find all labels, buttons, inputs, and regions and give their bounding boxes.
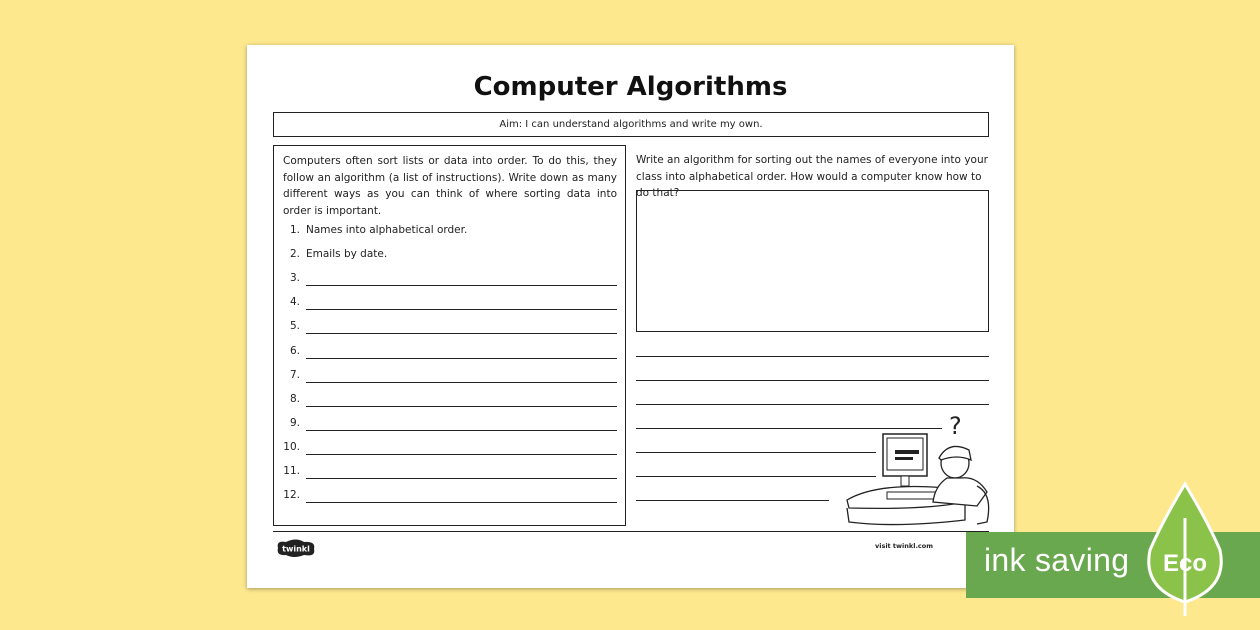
list-item[interactable] bbox=[274, 489, 625, 507]
eco-label: Eco bbox=[1162, 550, 1208, 577]
list-item[interactable] bbox=[274, 272, 625, 290]
write-line[interactable] bbox=[636, 380, 989, 381]
item-number: 5. bbox=[289, 320, 300, 332]
write-line[interactable] bbox=[306, 309, 617, 310]
list-item[interactable] bbox=[274, 441, 625, 459]
visit-link[interactable]: visit twinkl.com bbox=[875, 542, 934, 550]
write-line[interactable] bbox=[306, 454, 617, 455]
boy-at-computer-illustration bbox=[837, 410, 997, 530]
write-line[interactable] bbox=[306, 333, 617, 334]
ink-saving-label: ink saving bbox=[984, 542, 1130, 578]
list-item[interactable] bbox=[274, 465, 625, 483]
list-item[interactable] bbox=[274, 320, 625, 338]
eco-leaf-icon bbox=[1142, 478, 1242, 618]
worksheet-page bbox=[247, 45, 1014, 588]
write-line[interactable] bbox=[306, 478, 617, 479]
write-line[interactable] bbox=[306, 502, 617, 503]
list-item[interactable] bbox=[274, 393, 625, 411]
item-number: 11. bbox=[283, 465, 300, 477]
list-item[interactable] bbox=[274, 369, 625, 387]
footer-divider bbox=[273, 531, 989, 532]
question-mark: ? bbox=[949, 412, 962, 440]
intro-paragraph: Computers often sort lists or data into order. To do this, they follow an algorithm (a list of instructions). Write down as many different ways as you can think of where sorting data into order is important. bbox=[283, 155, 617, 217]
item-number: 7. bbox=[289, 369, 300, 381]
write-line[interactable] bbox=[306, 430, 617, 431]
item-number: 8. bbox=[289, 393, 300, 405]
item-number: 10. bbox=[283, 441, 300, 453]
item-number: 4. bbox=[289, 296, 300, 308]
logo-text: twinkl bbox=[282, 544, 310, 554]
twinkl-logo[interactable] bbox=[274, 538, 318, 558]
aim-text: Aim: I can understand algorithms and write my own. bbox=[499, 119, 763, 130]
write-line[interactable] bbox=[306, 285, 617, 286]
list-item bbox=[274, 224, 625, 242]
list-item bbox=[274, 248, 625, 266]
algorithm-question: Write an algorithm for sorting out the names of everyone into your class into alphabetical order. How would a computer know how to do that? bbox=[636, 154, 988, 199]
list-item[interactable] bbox=[274, 296, 625, 314]
write-line[interactable] bbox=[306, 358, 617, 359]
item-number: 3. bbox=[289, 272, 300, 284]
aim-box bbox=[273, 112, 989, 137]
item-text: Names into alphabetical order. bbox=[306, 224, 468, 236]
worksheet-title: Computer Algorithms bbox=[473, 72, 788, 102]
write-line[interactable] bbox=[636, 404, 989, 405]
item-number: 9. bbox=[289, 417, 300, 429]
item-text: Emails by date. bbox=[306, 248, 388, 260]
write-line[interactable] bbox=[636, 500, 829, 501]
algorithm-answer-box[interactable] bbox=[636, 190, 989, 332]
write-line[interactable] bbox=[306, 382, 617, 383]
write-line[interactable] bbox=[306, 406, 617, 407]
list-item[interactable] bbox=[274, 417, 625, 435]
item-number: 2. bbox=[289, 248, 300, 260]
sorting-examples-panel bbox=[273, 145, 626, 526]
item-number: 6. bbox=[289, 345, 300, 357]
item-number: 1. bbox=[289, 224, 300, 236]
item-number: 12. bbox=[283, 489, 300, 501]
write-line[interactable] bbox=[636, 356, 989, 357]
list-item[interactable] bbox=[274, 345, 625, 363]
